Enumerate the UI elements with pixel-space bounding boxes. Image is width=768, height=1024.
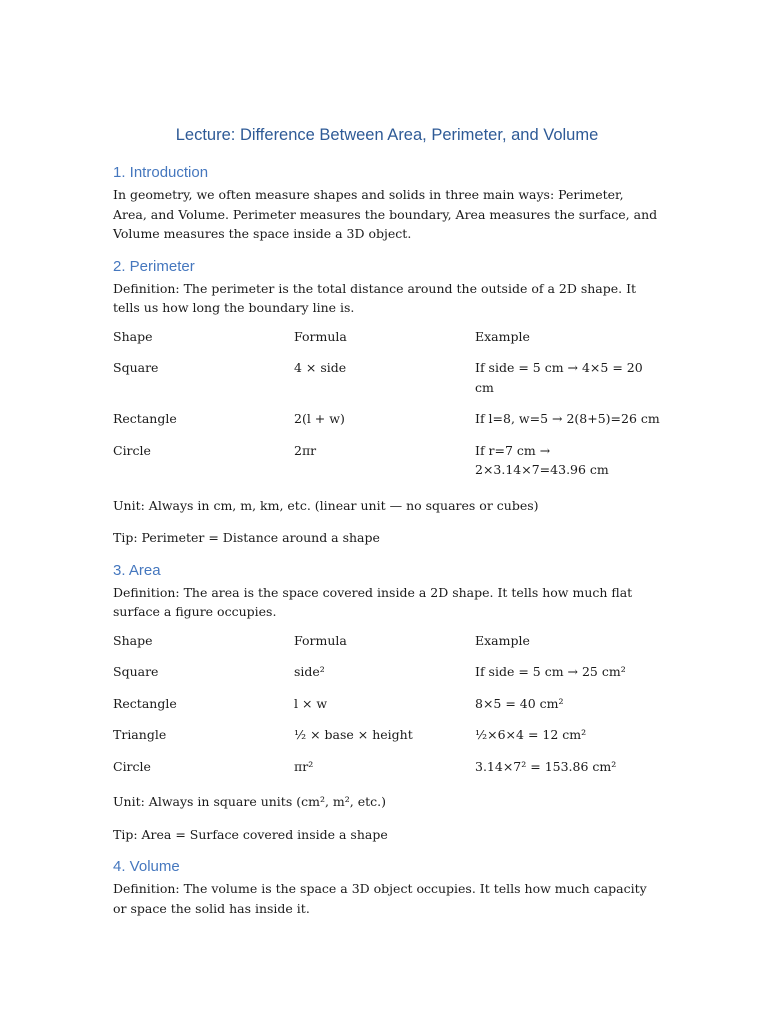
section-heading-introduction: 1. Introduction <box>113 164 209 181</box>
area-definition: Definition: The area is the space covered inside a 2D shape. It tells how much flat surface a figure occupies. <box>113 584 633 619</box>
table-cell: Circle <box>113 442 151 458</box>
perimeter-table <box>113 327 661 492</box>
table-header-cell: Shape <box>113 328 153 344</box>
table-cell: If side = 5 cm → 25 cm² <box>475 664 626 679</box>
table-cell: Triangle <box>113 727 167 742</box>
table-cell: Rectangle <box>113 695 177 711</box>
table-cell: Square <box>113 360 159 375</box>
table-cell: 2(l + w) <box>294 411 345 426</box>
table-row <box>113 725 661 757</box>
table-header-cell: Example <box>475 632 530 648</box>
perimeter-tip: Tip: Perimeter = Distance around a shape <box>113 530 380 545</box>
table-row <box>113 694 661 726</box>
table-cell: If r=7 cm → 2×3.14×7=43.96 cm <box>475 442 609 477</box>
table-cell: Square <box>113 664 159 679</box>
table-cell: If side = 5 cm → 4×5 = 20 cm <box>475 360 643 395</box>
section-heading-volume: 4. Volume <box>113 858 180 875</box>
table-cell: If l=8, w=5 → 2(8+5)=26 cm <box>475 411 660 426</box>
section-heading-perimeter: 2. Perimeter <box>113 257 195 275</box>
table-cell: side² <box>294 664 325 679</box>
area-table <box>113 631 661 789</box>
introduction-paragraph: In geometry, we often measure shapes and solids in three main ways: Perimeter, Area, and Volume. Perimeter measures the boundary, Area measures the surface, and Volume measures the space inside a 3D object. <box>113 187 658 241</box>
table-cell: πr² <box>294 758 314 774</box>
table-header-row <box>113 631 661 663</box>
table-header-cell: Formula <box>294 632 347 648</box>
table-cell: l × w <box>294 695 328 711</box>
table-row <box>113 358 661 409</box>
table-header-cell: Formula <box>294 328 347 344</box>
table-row <box>113 409 661 441</box>
document-title: Lecture: Difference Between Area, Perimeter, and Volume <box>175 126 599 144</box>
volume-definition: Definition: The volume is the space a 3D object occupies. It tells how much capacity or space the solid has inside it. <box>113 881 647 916</box>
table-header-cell: Example <box>475 328 530 344</box>
table-cell: Rectangle <box>113 411 177 426</box>
table-cell: Circle <box>113 758 151 774</box>
area-unit-note: Unit: Always in square units (cm², m², etc.) <box>113 794 386 809</box>
area-tip: Tip: Area = Surface covered inside a shape <box>113 826 388 842</box>
table-cell: ½ × base × height <box>294 727 413 742</box>
document-content <box>113 124 661 918</box>
section-heading-area: 3. Area <box>113 561 161 579</box>
table-cell: 8×5 = 40 cm² <box>475 695 564 711</box>
table-cell: 3.14×7² = 153.86 cm² <box>475 758 617 774</box>
table-cell: 4 × side <box>294 360 347 375</box>
perimeter-unit-note: Unit: Always in cm, m, km, etc. (linear unit — no squares or cubes) <box>113 497 539 513</box>
table-cell: 2πr <box>294 442 317 458</box>
perimeter-definition: Definition: The perimeter is the total distance around the outside of a 2D shape. It tells us how long the boundary line is. <box>113 280 637 315</box>
table-row <box>113 757 661 789</box>
table-header-cell: Shape <box>113 632 153 648</box>
table-row <box>113 662 661 694</box>
table-header-row <box>113 327 661 359</box>
table-row <box>113 441 661 492</box>
table-cell: ½×6×4 = 12 cm² <box>475 727 587 742</box>
